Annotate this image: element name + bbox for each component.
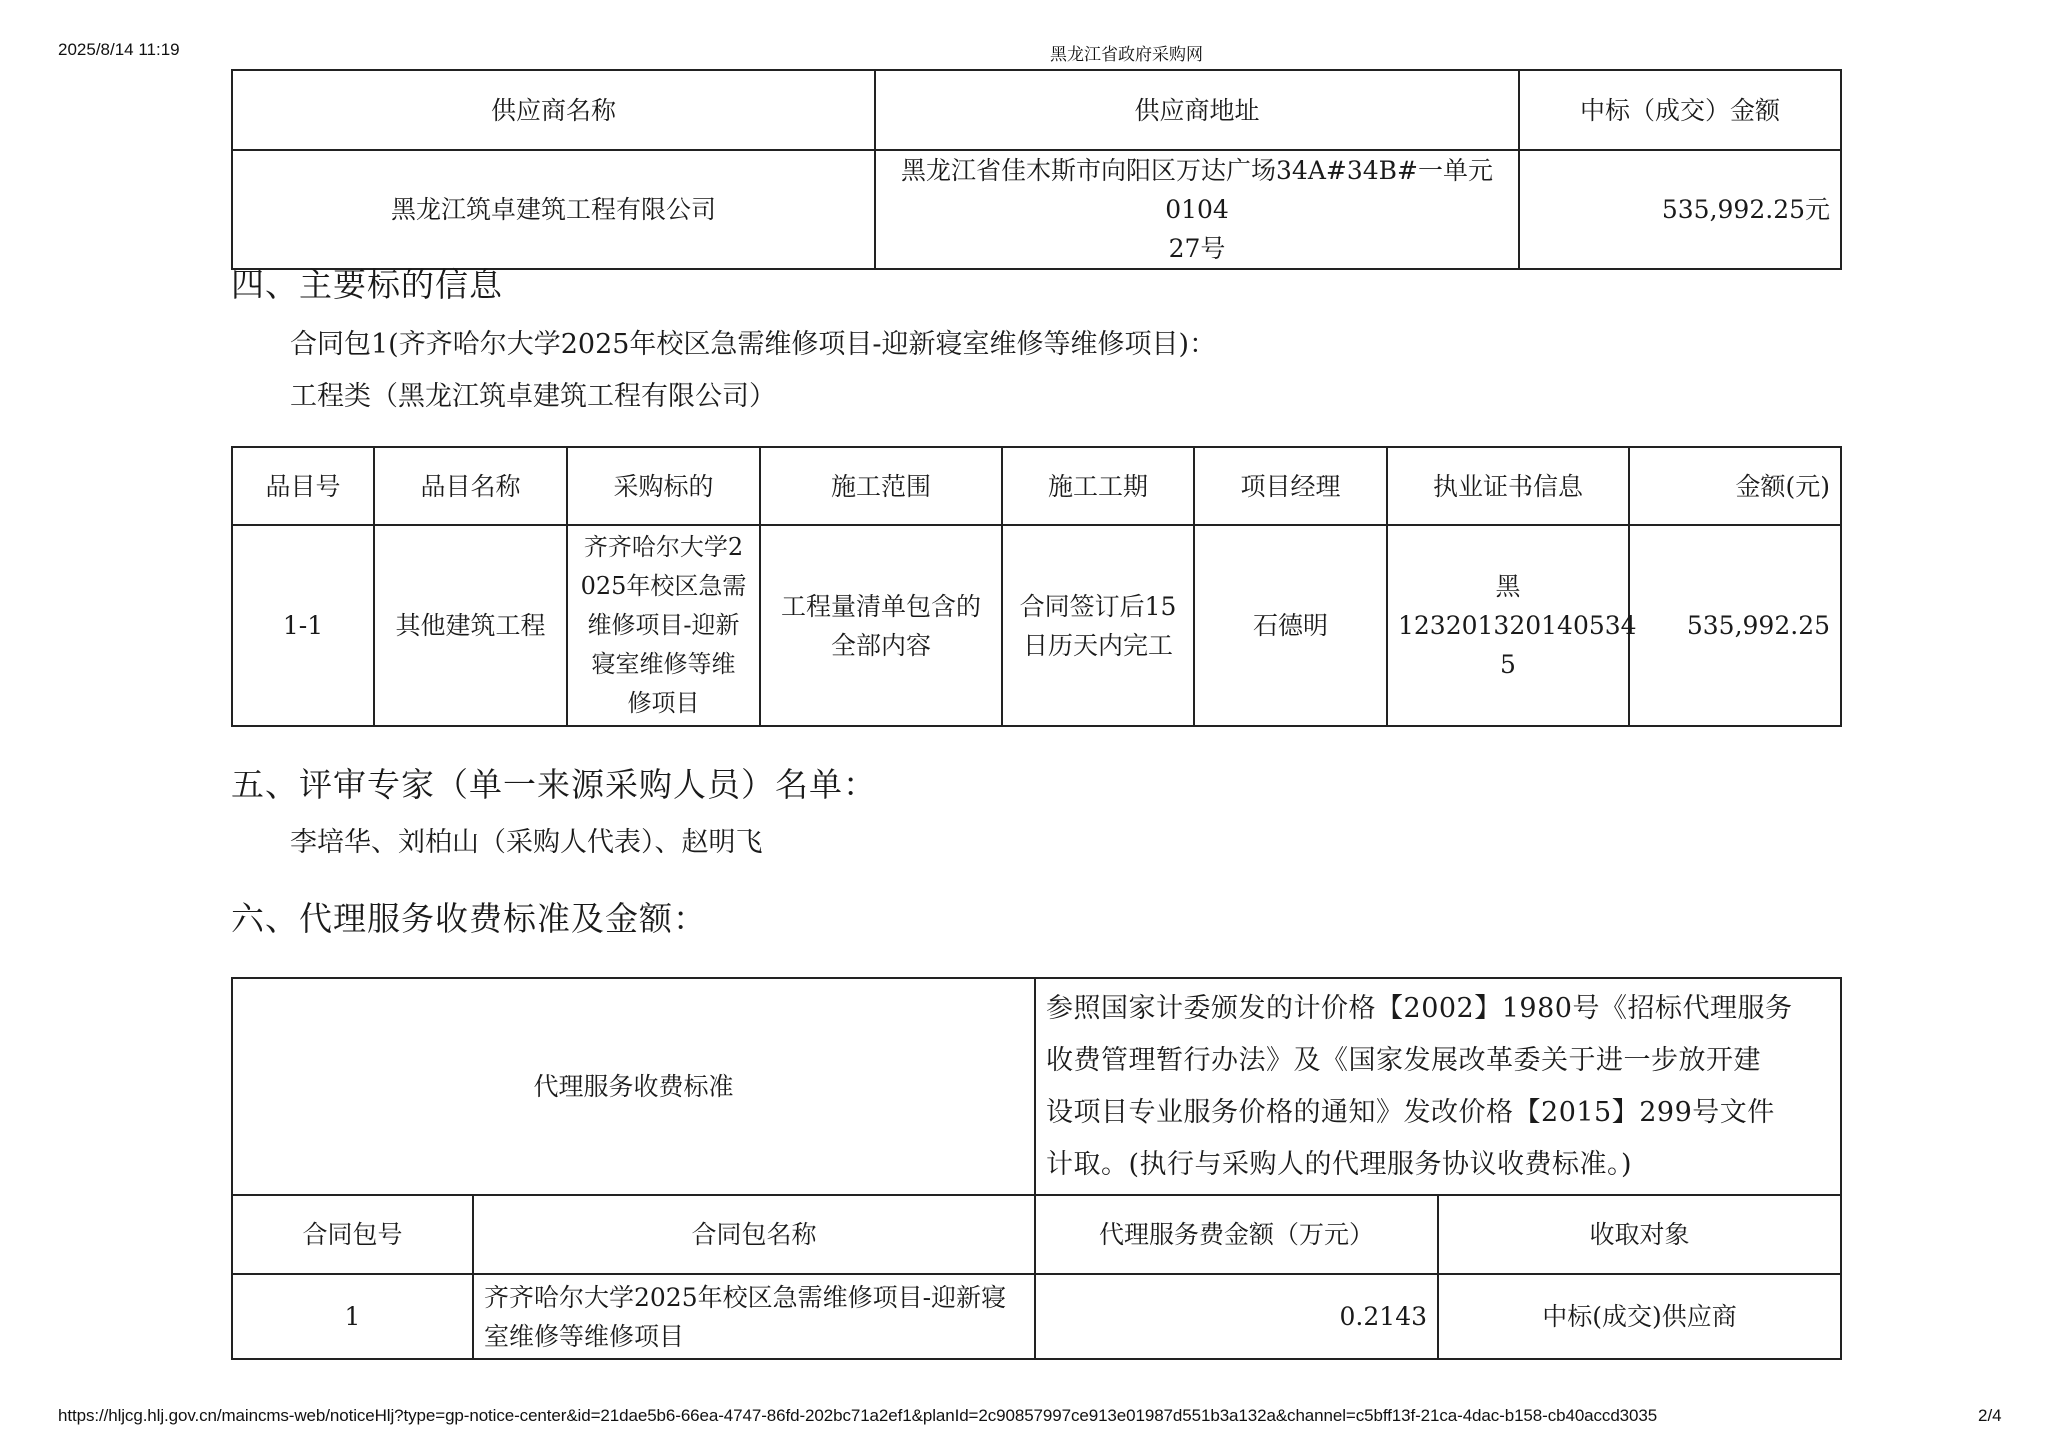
fee-amount: 0.2143 — [1035, 1274, 1438, 1359]
item-manager: 石德明 — [1194, 525, 1387, 726]
item-table — [231, 446, 1842, 727]
category-line: 工程类（黑龙江筑卓建筑工程有限公司） — [290, 381, 776, 412]
certificate-line: 黑123201320140534 — [1398, 572, 1637, 640]
item-name: 其他建筑工程 — [374, 525, 567, 726]
subject-line: 维修项目-迎新 — [587, 611, 740, 639]
print-datetime: 2025/8/14 11:19 — [58, 40, 180, 59]
print-site-title: 黑龙江省政府采购网 — [1050, 45, 1203, 64]
standard-line: 参照国家计委颁发的计价格【2002】1980号《招标代理服务 — [1046, 992, 1793, 1024]
header-amount: 金额(元) — [1629, 447, 1841, 525]
table-row — [232, 525, 1841, 726]
standard-line: 计取。(执行与采购人的代理服务协议收费标准。) — [1046, 1148, 1633, 1180]
header-item-name: 品目名称 — [374, 447, 567, 525]
fee-standard-label: 代理服务收费标准 — [232, 978, 1035, 1195]
subject-line: 齐齐哈尔大学2 — [583, 533, 744, 561]
subject-line: 寝室维修等维 — [591, 650, 736, 678]
header-scope: 施工范围 — [760, 447, 1002, 525]
table-header-row — [232, 447, 1841, 525]
header-period: 施工工期 — [1002, 447, 1194, 525]
page-number: 2/4 — [1978, 1406, 2002, 1425]
standard-line: 收费管理暂行办法》及《国家发展改革委关于进一步放开建 — [1046, 1044, 1762, 1076]
package-name-line: 室维修等维修项目 — [484, 1321, 685, 1351]
table-header-row — [232, 1195, 1841, 1274]
fee-standard-text — [1035, 978, 1841, 1195]
section-heading: 四、主要标的信息 — [231, 265, 503, 304]
address-line: 黑龙江省佳木斯市向阳区万达广场34A#34B#一单元0104 — [901, 156, 1493, 224]
table-row — [232, 1274, 1841, 1359]
header-award-amount: 中标（成交）金额 — [1519, 70, 1841, 150]
package-line: 合同包1(齐齐哈尔大学2025年校区急需维修项目-迎新寝室维修等维修项目)： — [290, 329, 1217, 360]
header-payer: 收取对象 — [1438, 1195, 1841, 1274]
table-row — [232, 150, 1841, 269]
subject-line: 修项目 — [627, 689, 700, 717]
package-name-line: 齐齐哈尔大学2025年校区急需维修项目-迎新寝 — [484, 1282, 1007, 1312]
header-subject: 采购标的 — [567, 447, 760, 525]
header-manager: 项目经理 — [1194, 447, 1387, 525]
period-line: 日历天内完工 — [1022, 630, 1173, 660]
header-certificate: 执业证书信息 — [1387, 447, 1629, 525]
item-period — [1002, 525, 1194, 726]
item-scope — [760, 525, 1002, 726]
address-line: 27号 — [1168, 234, 1226, 263]
fee-standard-row — [232, 978, 1841, 1195]
supplier-address — [875, 150, 1519, 269]
item-certificate — [1387, 525, 1637, 726]
header-supplier-name: 供应商名称 — [232, 70, 875, 150]
standard-line: 设项目专业服务价格的通知》发改价格【2015】299号文件 — [1046, 1096, 1775, 1128]
header-package-no: 合同包号 — [232, 1195, 473, 1274]
section-heading: 五、评审专家（单一来源采购人员）名单： — [231, 765, 877, 804]
item-subject — [567, 525, 760, 726]
header-package-name: 合同包名称 — [473, 1195, 1035, 1274]
scope-line: 全部内容 — [830, 630, 931, 660]
award-amount: 535,992.25元 — [1519, 150, 1841, 269]
item-amount: 535,992.25 — [1629, 525, 1841, 726]
item-no: 1-1 — [232, 525, 374, 726]
print-url: https://hljcg.hlj.gov.cn/maincms-web/noticeHlj?type=gp-notice-center&id=21dae5b6-66ea-4747-86fd-202bc71a2ef1&planId=2c90857997ce913e01987d551b3a132a&channel=c5bff13f-21ca-4dac-b158-cb40accd3035 — [58, 1406, 1658, 1425]
table-header-row — [232, 70, 1841, 150]
section-heading: 六、代理服务收费标准及金额： — [231, 899, 707, 938]
header-item-no: 品目号 — [232, 447, 374, 525]
header-fee-amount: 代理服务费金额（万元） — [1035, 1195, 1438, 1274]
expert-names: 李培华、刘柏山（采购人代表）、赵明飞 — [290, 827, 763, 858]
supplier-name: 黑龙江筑卓建筑工程有限公司 — [232, 150, 875, 269]
fee-payer: 中标(成交)供应商 — [1438, 1274, 1841, 1359]
header-supplier-address: 供应商地址 — [875, 70, 1519, 150]
supplier-table — [231, 69, 1842, 270]
agency-fee-table — [231, 977, 1842, 1360]
scope-line: 工程量清单包含的 — [780, 591, 981, 621]
period-line: 合同签订后15 — [1019, 591, 1177, 621]
subject-line: 025年校区急需 — [580, 572, 747, 600]
package-name — [473, 1274, 1035, 1359]
package-no: 1 — [232, 1274, 473, 1359]
certificate-line: 5 — [1500, 650, 1516, 679]
